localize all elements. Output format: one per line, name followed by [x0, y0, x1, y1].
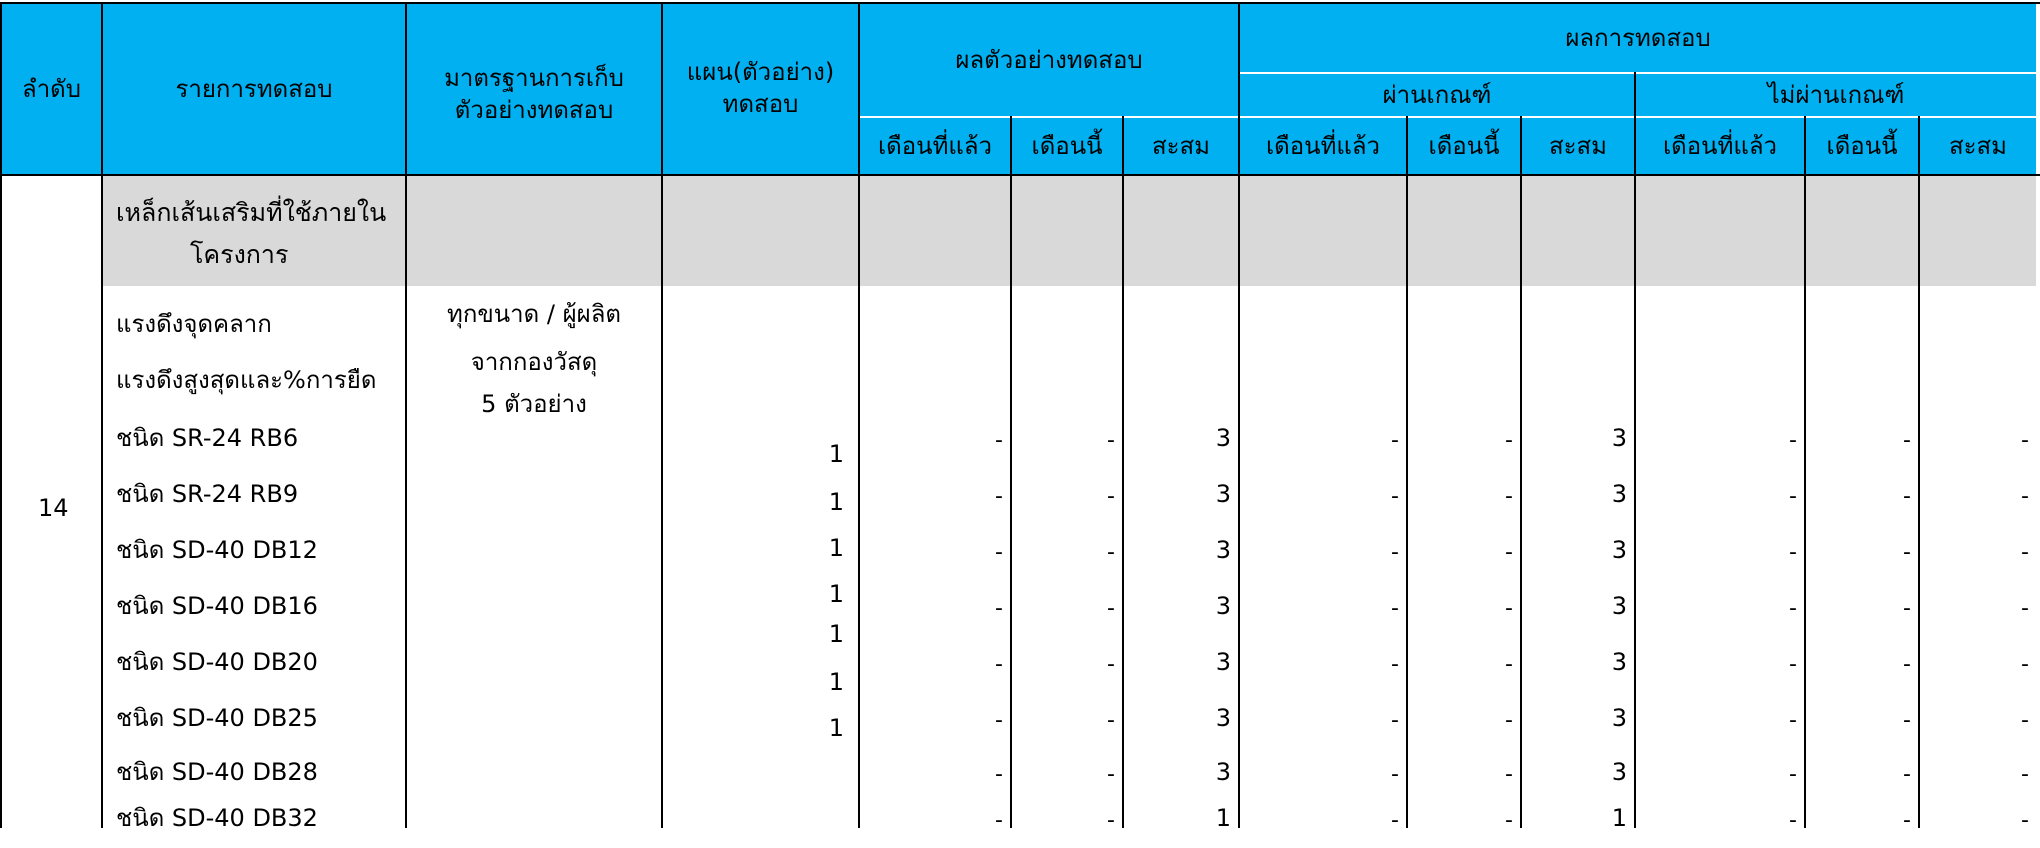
header-sample-results-label: ผลตัวอย่างทดสอบ [955, 45, 1143, 74]
row-pass-this-month-value: - [1505, 762, 1513, 787]
grid-line [1406, 116, 1408, 828]
row-pass-last-month-value: - [1391, 540, 1399, 565]
header-item[interactable] [103, 4, 405, 174]
header-pass-this-month-label: เดือนนี้ [1428, 131, 1500, 160]
section-grey-cell [1806, 176, 1918, 286]
row-plan-value: 1 [828, 714, 844, 742]
header-standard[interactable] [407, 4, 661, 174]
header-fail-last-month[interactable] [1636, 118, 1804, 174]
header-standard-line1: มาตรฐานการเก็บ [444, 64, 624, 92]
row-pass-last-month-value: - [1391, 652, 1399, 677]
header-plan[interactable] [663, 4, 858, 174]
row-pass-cumulative-value: 3 [1611, 704, 1627, 732]
header-sample-last-month-label: เดือนที่แล้ว [877, 131, 993, 160]
header-fail[interactable] [1636, 74, 2036, 116]
row-pass-cumulative-value: 3 [1611, 758, 1627, 786]
header-seq[interactable] [2, 4, 101, 174]
header-pass-last-month[interactable] [1240, 118, 1406, 174]
row-fail-cumulative-value: - [2021, 708, 2029, 733]
header-fail-last-month-label: เดือนที่แล้ว [1662, 131, 1778, 160]
section-grey-cell [1636, 176, 1804, 286]
grid-line [1238, 2, 1240, 828]
row-fail-last-month-value: - [1789, 540, 1797, 565]
row-sample-this-month-value: - [1107, 596, 1115, 621]
row-fail-last-month-value: - [1789, 808, 1797, 833]
header-plan-line2: ทดสอบ [722, 90, 799, 119]
test-name-line2: แรงดึงสูงสุดและ%การยืด [116, 366, 377, 394]
section-grey-cell [407, 176, 661, 286]
header-sample-last-month[interactable] [860, 118, 1010, 174]
row-pass-last-month-value: - [1391, 596, 1399, 621]
grid-line [661, 2, 663, 828]
header-sample-cumulative-label: สะสม [1151, 131, 1210, 160]
row-pass-this-month-value: - [1505, 596, 1513, 621]
section-grey-cell [1012, 176, 1122, 286]
grid-line [1918, 116, 1920, 828]
row-seq-number: 14 [38, 494, 69, 522]
row-sample-last-month-value: - [995, 428, 1003, 453]
row-pass-this-month-value: - [1505, 540, 1513, 565]
row-fail-this-month-value: - [1903, 596, 1911, 621]
row-pass-last-month-value: - [1391, 428, 1399, 453]
header-item-label: รายการทดสอบ [175, 74, 333, 103]
header-seq-label: ลำดับ [21, 74, 81, 103]
row-fail-cumulative-value: - [2021, 596, 2029, 621]
header-pass-this-month[interactable] [1408, 118, 1520, 174]
row-fail-cumulative-value: - [2021, 484, 2029, 509]
row-pass-this-month-value: - [1505, 428, 1513, 453]
header-pass[interactable] [1240, 74, 1634, 116]
row-fail-this-month-value: - [1903, 484, 1911, 509]
row-fail-cumulative-value: - [2021, 652, 2029, 677]
header-pass-last-month-label: เดือนที่แล้ว [1265, 131, 1381, 160]
row-fail-this-month-value: - [1903, 708, 1911, 733]
row-label: ชนิด SD-40 DB32 [116, 804, 318, 832]
row-fail-last-month-value: - [1789, 708, 1797, 733]
section-grey-cell [1408, 176, 1520, 286]
row-sample-this-month-value: - [1107, 808, 1115, 833]
header-fail-cumulative-label: สะสม [1948, 131, 2007, 160]
row-pass-cumulative-value: 3 [1611, 592, 1627, 620]
row-plan-value: 1 [828, 534, 844, 562]
row-sample-last-month-value: - [995, 596, 1003, 621]
row-pass-this-month-value: - [1505, 808, 1513, 833]
header-sample-cumulative[interactable] [1124, 118, 1238, 174]
row-fail-cumulative-value: - [2021, 428, 2029, 453]
grid-line-header-bottom [0, 174, 2040, 176]
header-test-results[interactable] [1240, 4, 2036, 72]
row-sample-cumulative-value: 3 [1215, 424, 1231, 452]
row-fail-this-month-value: - [1903, 540, 1911, 565]
row-sample-last-month-value: - [995, 484, 1003, 509]
row-fail-last-month-value: - [1789, 596, 1797, 621]
section-title-line2: โครงการ [190, 240, 289, 269]
row-plan-value: 1 [828, 580, 844, 608]
section-title-line1: เหล็กเส้นเสริมที่ใช้ภายใน [116, 198, 387, 227]
row-sample-this-month-value: - [1107, 484, 1115, 509]
grid-line-top [0, 2, 2040, 4]
row-sample-cumulative-value: 3 [1215, 758, 1231, 786]
row-fail-last-month-value: - [1789, 762, 1797, 787]
row-fail-cumulative-value: - [2021, 762, 2029, 787]
row-plan-value: 1 [828, 668, 844, 696]
header-standard-line2: ตัวอย่างทดสอบ [454, 96, 614, 125]
grid-line [1520, 116, 1522, 828]
header-test-results-label: ผลการทดสอบ [1565, 23, 1711, 52]
row-sample-last-month-value: - [995, 652, 1003, 677]
row-label: ชนิด SD-40 DB20 [116, 648, 318, 676]
section-grey-cell [663, 176, 858, 286]
row-sample-cumulative-value: 3 [1215, 592, 1231, 620]
row-label: ชนิด SD-40 DB25 [116, 704, 318, 732]
row-pass-last-month-value: - [1391, 808, 1399, 833]
row-plan-value: 1 [828, 620, 844, 648]
row-sample-last-month-value: - [995, 808, 1003, 833]
section-grey-cell [860, 176, 1010, 286]
header-fail-label: ไม่ผ่านเกณฑ์ [1767, 80, 1905, 109]
header-fail-cumulative[interactable] [1920, 118, 2036, 174]
header-sample-this-month[interactable] [1012, 118, 1122, 174]
section-grey-cell [1920, 176, 2036, 286]
grid-line [858, 2, 860, 828]
row-plan-value: 1 [828, 488, 844, 516]
row-sample-this-month-value: - [1107, 652, 1115, 677]
row-plan-value: 1 [828, 440, 844, 468]
grid-line [1634, 72, 1636, 828]
row-sample-cumulative-value: 3 [1215, 536, 1231, 564]
row-fail-last-month-value: - [1789, 652, 1797, 677]
row-pass-this-month-value: - [1505, 708, 1513, 733]
row-pass-cumulative-value: 3 [1611, 648, 1627, 676]
header-pass-cumulative-label: สะสม [1548, 131, 1607, 160]
row-fail-last-month-value: - [1789, 484, 1797, 509]
grid-line [0, 2, 2, 828]
row-pass-cumulative-value: 3 [1611, 424, 1627, 452]
row-pass-last-month-value: - [1391, 484, 1399, 509]
section-title-cell [103, 176, 405, 286]
standard-line1: ทุกขนาด / ผู้ผลิต [447, 300, 621, 328]
grid-line [1804, 116, 1806, 828]
row-pass-this-month-value: - [1505, 652, 1513, 677]
header-sample-this-month-label: เดือนนี้ [1031, 131, 1103, 160]
row-fail-cumulative-value: - [2021, 540, 2029, 565]
grid-line [1010, 116, 1012, 828]
header-fail-this-month-label: เดือนนี้ [1826, 131, 1898, 160]
row-sample-this-month-value: - [1107, 762, 1115, 787]
header-sample-results[interactable] [860, 4, 1238, 116]
standard-line2: จากกองวัสดุ [470, 348, 598, 376]
test-name-line1: แรงดึงจุดคลาก [116, 310, 272, 338]
row-label: ชนิด SR-24 RB9 [116, 480, 299, 508]
grid-line [1122, 116, 1124, 828]
row-pass-cumulative-value: 3 [1611, 536, 1627, 564]
header-fail-this-month[interactable] [1806, 118, 1918, 174]
row-sample-last-month-value: - [995, 540, 1003, 565]
row-pass-last-month-value: - [1391, 762, 1399, 787]
section-grey-cell [1240, 176, 1406, 286]
row-label: ชนิด SD-40 DB28 [116, 758, 318, 786]
row-sample-this-month-value: - [1107, 708, 1115, 733]
row-pass-last-month-value: - [1391, 708, 1399, 733]
row-sample-this-month-value: - [1107, 540, 1115, 565]
row-sample-cumulative-value: 3 [1215, 704, 1231, 732]
header-pass-cumulative[interactable] [1522, 118, 1634, 174]
standard-line3: 5 ตัวอย่าง [481, 390, 587, 418]
row-fail-this-month-value: - [1903, 652, 1911, 677]
section-grey-cell [1124, 176, 1238, 286]
row-fail-last-month-value: - [1789, 428, 1797, 453]
section-grey-cell [1522, 176, 1634, 286]
row-sample-cumulative-value: 1 [1215, 804, 1231, 832]
row-sample-last-month-value: - [995, 762, 1003, 787]
row-sample-this-month-value: - [1107, 428, 1115, 453]
row-pass-this-month-value: - [1505, 484, 1513, 509]
row-pass-cumulative-value: 3 [1611, 480, 1627, 508]
row-sample-last-month-value: - [995, 708, 1003, 733]
row-pass-cumulative-value: 1 [1611, 804, 1627, 832]
header-pass-label: ผ่านเกณฑ์ [1382, 80, 1492, 109]
row-fail-this-month-value: - [1903, 428, 1911, 453]
row-sample-cumulative-value: 3 [1215, 480, 1231, 508]
grid-line [101, 2, 103, 828]
header-plan-line1: แผน(ตัวอย่าง) [686, 58, 835, 86]
row-fail-cumulative-value: - [2021, 808, 2029, 833]
row-fail-this-month-value: - [1903, 762, 1911, 787]
row-label: ชนิด SD-40 DB16 [116, 592, 318, 620]
row-fail-this-month-value: - [1903, 808, 1911, 833]
row-label: ชนิด SD-40 DB12 [116, 536, 318, 564]
row-sample-cumulative-value: 3 [1215, 648, 1231, 676]
row-label: ชนิด SR-24 RB6 [116, 424, 299, 452]
